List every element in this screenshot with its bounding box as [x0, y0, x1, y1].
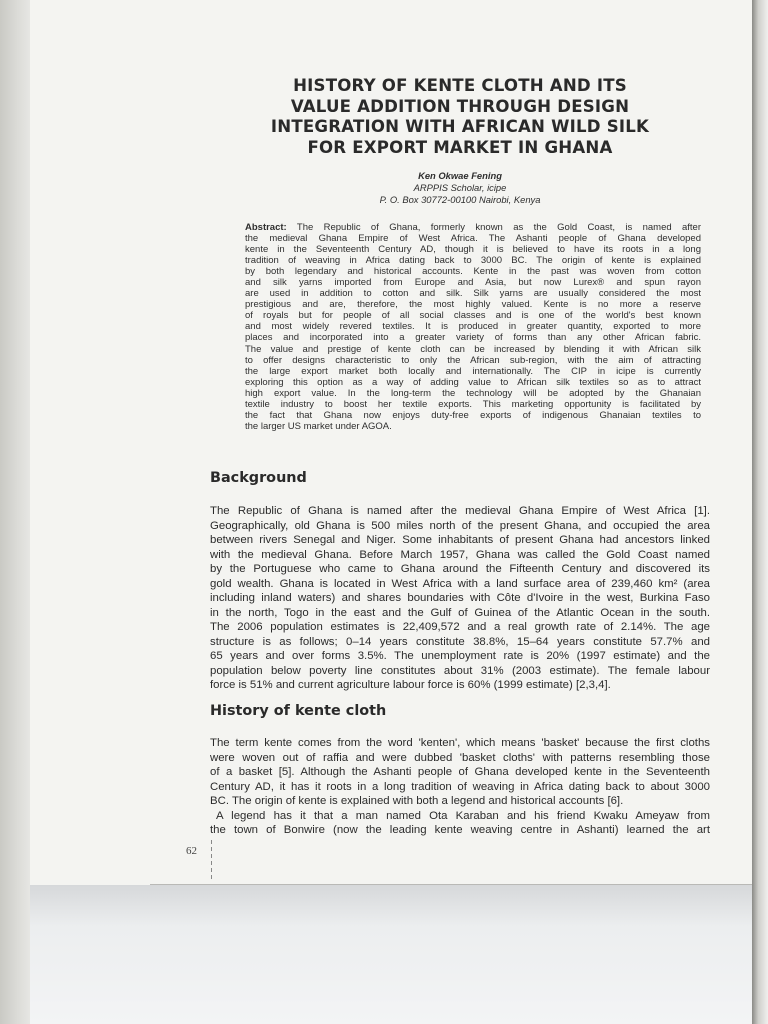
- paragraph-line: BC. The origin of kente is explained with both a legend and historical accounts [6].: [210, 795, 624, 807]
- paragraph-line: structure is as follows; 0–14 years constitute 38.8%, 15–64 years constitute 57.7% and: [210, 635, 710, 648]
- abstract-line: textile industry to boost her textile exports. This marketing opportunity is facilitated by: [245, 398, 701, 410]
- paragraph-line: A legend has it that a man named Ota Karaban and his friend Kwaku Ameyaw from: [216, 809, 710, 822]
- abstract-line: the fact that Ghana now enjoys duty-free exports of indigenous Ghanaian textiles to: [245, 409, 701, 421]
- paragraph-line: the town of Bonwire (now the leading kente weaving centre in Ashanti) learned the art: [210, 824, 710, 836]
- abstract-line: the medieval Ghana Empire of West Africa. The Ashanti people of Ghana developed: [245, 233, 701, 245]
- paragraph-line: with the medieval Ghana. Before March 1957, Ghana was called the Gold Coast named: [210, 548, 710, 561]
- paragraph-line: were woven out of raffia and were dubbed 'basket cloths' with patterns resembling those: [210, 751, 710, 764]
- paragraph-line: gold wealth. Ghana is located in West Africa with a land surface area of 239,460 km² (area: [210, 577, 710, 590]
- gutter-mark: [211, 840, 212, 882]
- abstract-line: places and incorporated into a greater variety of forms than any other African fabric.: [245, 332, 701, 344]
- abstract-line: of royals but for people of all social classes and is one of the world's best known: [245, 310, 701, 322]
- author-address: P. O. Box 30772-00100 Nairobi, Kenya: [379, 194, 541, 205]
- section-heading-background: Background: [210, 470, 307, 486]
- paragraph-line: Century AD, it has it roots in a long tradition of weaving in Africa dating back to about 3000: [210, 780, 710, 793]
- history-paragraph: [210, 736, 710, 838]
- abstract-line: and most widely revered textiles. It is produced in greater quantity, exported to more: [245, 321, 701, 333]
- page-number: 62: [186, 845, 197, 857]
- paragraph-line: between rivers Senegal and Niger. Some inhabitants of present Ghana had ancestors linked: [210, 534, 710, 546]
- scan-right-edge: [752, 0, 768, 1024]
- paragraph-line: population below poverty line constitutes about 31% (2003 estimate). The female labour: [210, 664, 710, 677]
- title-line: INTEGRATION WITH AFRICAN WILD SILK: [270, 117, 650, 136]
- author-block: [360, 170, 560, 206]
- paragraph-line: The Republic of Ghana is named after the medieval Ghana Empire of West Africa [1].: [210, 505, 710, 517]
- section-heading-history: History of kente cloth: [210, 703, 387, 719]
- paragraph-line: Geographically, old Ghana is 500 miles north of the present Ghana, and occupied the area: [210, 519, 710, 532]
- paragraph-line: The 2006 population estimates is 22,409,572 and a real growth rate of 2.14%. The age: [210, 621, 710, 633]
- title-line: HISTORY OF KENTE CLOTH AND ITS: [293, 76, 627, 95]
- scan-left-margin: [0, 0, 30, 1024]
- abstract-line: prestigious and are, therefore, the most highly valued. Kente is no more a reserve: [245, 299, 701, 311]
- title-line: FOR EXPORT MARKET IN GHANA: [307, 137, 613, 157]
- abstract-line: are used in addition to cotton and silk. Silk yarns are usually considered the most: [245, 288, 701, 300]
- title-line: VALUE ADDITION THROUGH DESIGN: [290, 96, 630, 116]
- abstract-line: high export value. In the long-term the technology will be adopted by the Ghanaian: [245, 387, 701, 399]
- paragraph-line: force is 51% and current agriculture labour force is 60% (1999 estimate) [2,3,4].: [210, 679, 611, 691]
- abstract: [245, 222, 701, 432]
- abstract-line: The value and prestige of kente cloth can be increased by blending it with African silk: [245, 343, 701, 355]
- abstract-line-text: The Republic of Ghana, formerly known as the Gold Coast, is named after: [286, 222, 701, 233]
- abstract-line: the large export market both locally and internationally. The CIP in icipe is currently: [245, 365, 701, 377]
- author-affiliation: ARPPIS Scholar, icipe: [413, 182, 507, 193]
- paragraph-line: in the north, Togo in the east and the Gulf of Guinea of the Atlantic Ocean in the south.: [210, 606, 710, 619]
- abstract-line: tradition of weaving in Africa dating back to 3000 BC. The origin of kente is explained: [245, 255, 701, 267]
- abstract-line: and silk yarns imported from Europe and Asia, but now Lurex® and spun rayon: [245, 277, 701, 289]
- paragraph-line: including inland waters) and shares boundaries with Côte d'Ivoire in the west, Burkina Faso: [210, 592, 710, 604]
- abstract-line: exploring this option as a way of adding value to African silk textiles so as to attract: [245, 376, 701, 388]
- paragraph-line: by the Portuguese who came to Ghana around the Fifteenth Century and discovered its: [210, 563, 710, 575]
- paragraph-line: of a basket [5]. Although the Ashanti people of Ghana developed kente in the Seventeenth: [210, 766, 710, 778]
- article-title: [200, 76, 720, 158]
- author-name: Ken Okwae Fening: [418, 170, 502, 181]
- paragraph-line: 65 years and over forms 3.5%. The unemployment rate is 20% (1997 estimate) and the: [210, 650, 710, 662]
- abstract-line: [245, 222, 701, 233]
- abstract-line: the larger US market under AGOA.: [245, 420, 392, 432]
- abstract-line: kente in the Seventeenth Century AD, though it is believed to have its roots in a long: [245, 244, 701, 256]
- paragraph-line: The term kente comes from the word 'kenten', which means 'basket' because the first cloths: [210, 737, 710, 749]
- scan-background: [30, 885, 752, 1024]
- abstract-line: by both legendary and historical accounts. Kente in the past was woven from cotton: [245, 266, 701, 278]
- page-bottom-edge: [150, 884, 752, 885]
- abstract-line: to offer designs characteristic to only the African sub-region, with the aim of attracting: [245, 354, 701, 366]
- abstract-label: Abstract:: [245, 222, 287, 233]
- background-paragraph: [210, 504, 710, 693]
